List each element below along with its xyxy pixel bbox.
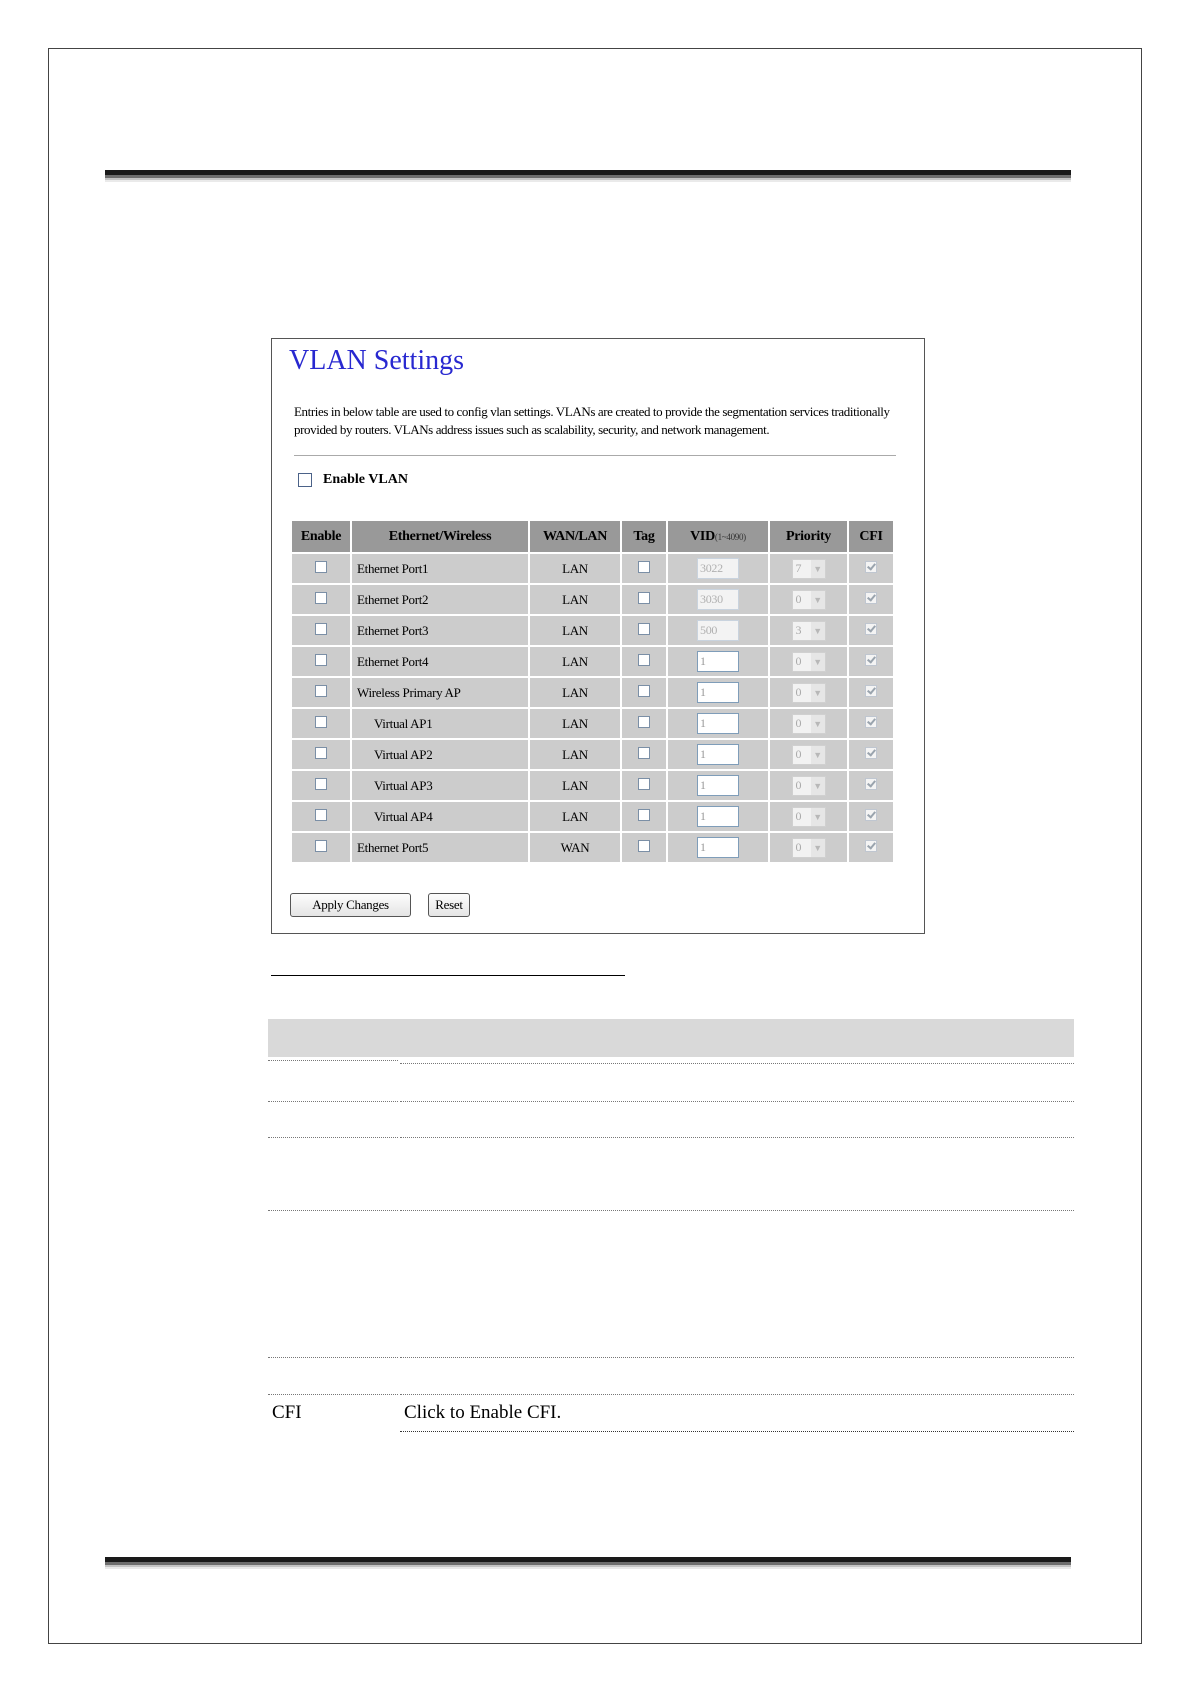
- row-tag-checkbox[interactable]: [638, 716, 650, 728]
- table-divider: [268, 1101, 398, 1102]
- row-tag-checkbox[interactable]: [638, 592, 650, 604]
- table-divider: [400, 1357, 1074, 1358]
- row-priority-value: 0: [795, 592, 802, 606]
- row-cfi-cell: [849, 678, 893, 707]
- row-port-cell: [352, 585, 528, 614]
- row-priority-cell: [770, 585, 847, 614]
- col-port: Ethernet/Wireless: [352, 521, 528, 552]
- row-vid-input[interactable]: 1: [697, 806, 739, 827]
- row-cfi-cell: [849, 740, 893, 769]
- row-vid-cell: [668, 771, 768, 800]
- reset-button[interactable]: Reset: [428, 893, 470, 917]
- row-port-label: Ethernet Port3: [357, 622, 429, 638]
- row-vid-input[interactable]: 1: [697, 837, 739, 858]
- row-wan-lan: LAN: [530, 709, 620, 738]
- description-row-cfi: [268, 1397, 1074, 1429]
- row-enable-cell: [292, 833, 350, 862]
- row-vid-cell: [668, 740, 768, 769]
- table-divider: [268, 1060, 398, 1061]
- row-vid-cell: [668, 647, 768, 676]
- row-enable-checkbox[interactable]: [315, 840, 327, 852]
- row-enable-cell: [292, 802, 350, 831]
- table-row: [292, 771, 893, 800]
- row-vid-cell: [668, 709, 768, 738]
- row-enable-checkbox[interactable]: [315, 623, 327, 635]
- header-rule: [105, 170, 1071, 182]
- row-port-label: Virtual AP3: [374, 777, 433, 793]
- row-tag-cell: [622, 678, 666, 707]
- row-cfi-cell: [849, 647, 893, 676]
- table-row: [292, 647, 893, 676]
- row-priority-cell: [770, 554, 847, 583]
- row-priority-cell: [770, 802, 847, 831]
- row-enable-cell: [292, 585, 350, 614]
- row-cfi-checkbox[interactable]: [865, 747, 877, 759]
- row-wan-lan: LAN: [530, 771, 620, 800]
- row-port-label: Ethernet Port4: [357, 653, 429, 669]
- row-cfi-checkbox[interactable]: [865, 561, 877, 573]
- table-row: [292, 678, 893, 707]
- chevron-down-icon: ▼: [811, 839, 825, 857]
- row-priority-select[interactable]: [792, 621, 826, 641]
- row-port-cell: [352, 833, 528, 862]
- col-cfi: CFI: [849, 521, 893, 552]
- row-priority-value: 7: [795, 561, 802, 575]
- row-vid-cell: [668, 554, 768, 583]
- page-title: VLAN Settings: [289, 345, 464, 376]
- col-vid: [668, 521, 768, 552]
- chevron-down-icon: ▼: [811, 653, 825, 671]
- row-wan-lan: LAN: [530, 802, 620, 831]
- table-divider: [400, 1101, 1074, 1102]
- row-wan-lan: LAN: [530, 647, 620, 676]
- row-vid-cell: [668, 616, 768, 645]
- row-enable-checkbox[interactable]: [315, 809, 327, 821]
- row-tag-checkbox[interactable]: [638, 685, 650, 697]
- row-port-label: Ethernet Port2: [357, 591, 429, 607]
- divider: [294, 455, 896, 456]
- row-enable-checkbox[interactable]: [315, 592, 327, 604]
- row-priority-select[interactable]: [792, 838, 826, 858]
- table-row: [292, 585, 893, 614]
- row-enable-cell: [292, 740, 350, 769]
- table-row: [292, 554, 893, 583]
- row-port-cell: [352, 802, 528, 831]
- table-row: [292, 709, 893, 738]
- row-priority-select[interactable]: [792, 745, 826, 765]
- row-enable-cell: [292, 771, 350, 800]
- col-tag: Tag: [622, 521, 666, 552]
- row-cfi-checkbox[interactable]: [865, 654, 877, 666]
- row-enable-checkbox[interactable]: [315, 561, 327, 573]
- row-tag-checkbox[interactable]: [638, 778, 650, 790]
- row-priority-value: 0: [795, 716, 802, 730]
- row-tag-cell: [622, 709, 666, 738]
- footer-rule: [105, 1557, 1071, 1569]
- row-priority-value: 0: [795, 840, 802, 854]
- row-tag-cell: [622, 616, 666, 645]
- row-priority-cell: [770, 740, 847, 769]
- row-priority-value: 0: [795, 685, 802, 699]
- row-priority-cell: [770, 616, 847, 645]
- row-priority-select[interactable]: [792, 559, 826, 579]
- row-priority-cell: [770, 833, 847, 862]
- row-port-label: Wireless Primary AP: [357, 684, 461, 700]
- row-wan-lan: WAN: [530, 833, 620, 862]
- row-tag-checkbox[interactable]: [638, 561, 650, 573]
- row-port-label: Virtual AP4: [374, 808, 433, 824]
- table-divider: [400, 1063, 1074, 1064]
- row-enable-checkbox[interactable]: [315, 654, 327, 666]
- row-tag-cell: [622, 740, 666, 769]
- row-port-label: Ethernet Port1: [357, 560, 429, 576]
- table-row: [292, 740, 893, 769]
- row-port-label: Virtual AP1: [374, 715, 433, 731]
- row-priority-select[interactable]: [792, 683, 826, 703]
- row-vid-cell: [668, 678, 768, 707]
- row-tag-cell: [622, 647, 666, 676]
- row-cfi-checkbox[interactable]: [865, 685, 877, 697]
- row-cfi-cell: [849, 833, 893, 862]
- table-divider: [268, 1357, 398, 1358]
- chevron-down-icon: ▼: [811, 715, 825, 733]
- row-enable-checkbox[interactable]: [315, 685, 327, 697]
- row-priority-value: 0: [795, 747, 802, 761]
- row-cfi-checkbox[interactable]: [865, 716, 877, 728]
- row-tag-checkbox[interactable]: [638, 623, 650, 635]
- row-priority-select[interactable]: [792, 590, 826, 610]
- row-port-label: Ethernet Port5: [357, 839, 429, 855]
- row-enable-cell: [292, 647, 350, 676]
- row-cfi-cell: [849, 771, 893, 800]
- row-wan-lan: LAN: [530, 616, 620, 645]
- row-enable-cell: [292, 678, 350, 707]
- chevron-down-icon: ▼: [811, 560, 825, 578]
- row-cfi-checkbox[interactable]: [865, 778, 877, 790]
- row-tag-cell: [622, 585, 666, 614]
- table-header-row: [292, 521, 893, 552]
- row-cfi-cell: [849, 616, 893, 645]
- row-priority-value: 0: [795, 654, 802, 668]
- apply-changes-button[interactable]: Apply Changes: [290, 893, 411, 917]
- row-vid-input[interactable]: 1: [697, 713, 739, 734]
- row-cfi-checkbox[interactable]: [865, 840, 877, 852]
- row-priority-value: 0: [795, 809, 802, 823]
- row-priority-select[interactable]: [792, 652, 826, 672]
- row-vid-input[interactable]: 1: [697, 651, 739, 672]
- chevron-down-icon: ▼: [811, 777, 825, 795]
- row-port-cell: [352, 616, 528, 645]
- row-cfi-cell: [849, 802, 893, 831]
- description-definition: Click to Enable CFI.: [404, 1402, 562, 1423]
- table-divider: [268, 1137, 398, 1138]
- row-enable-cell: [292, 616, 350, 645]
- row-priority-select[interactable]: [792, 776, 826, 796]
- row-port-cell: [352, 740, 528, 769]
- row-cfi-cell: [849, 585, 893, 614]
- row-cfi-checkbox[interactable]: [865, 592, 877, 604]
- row-tag-cell: [622, 833, 666, 862]
- row-enable-checkbox[interactable]: [315, 747, 327, 759]
- description-term: CFI: [272, 1402, 302, 1423]
- row-port-cell: [352, 771, 528, 800]
- col-vid-label: VID: [690, 528, 715, 544]
- table-row: [292, 833, 893, 862]
- table-divider: [400, 1210, 1074, 1211]
- vlan-settings-screenshot: [271, 338, 925, 934]
- table-row: [292, 616, 893, 645]
- row-port-cell: [352, 647, 528, 676]
- chevron-down-icon: ▼: [811, 808, 825, 826]
- caption-underline: [271, 975, 625, 976]
- row-port-cell: [352, 709, 528, 738]
- col-priority: Priority: [770, 521, 847, 552]
- row-priority-cell: [770, 678, 847, 707]
- table-divider: [400, 1394, 1074, 1395]
- row-cfi-checkbox[interactable]: [865, 623, 877, 635]
- description-table-header: [268, 1019, 1074, 1057]
- row-port-cell: [352, 554, 528, 583]
- row-tag-cell: [622, 802, 666, 831]
- row-priority-cell: [770, 647, 847, 676]
- row-enable-checkbox[interactable]: [315, 716, 327, 728]
- row-tag-checkbox[interactable]: [638, 747, 650, 759]
- row-wan-lan: LAN: [530, 678, 620, 707]
- row-vid-cell: [668, 585, 768, 614]
- col-vid-range: (1~4090): [714, 531, 746, 542]
- row-port-label: Virtual AP2: [374, 746, 433, 762]
- row-enable-cell: [292, 709, 350, 738]
- vlan-table: [290, 519, 895, 864]
- table-divider: [268, 1394, 398, 1395]
- chevron-down-icon: ▼: [811, 684, 825, 702]
- row-vid-cell: [668, 802, 768, 831]
- row-enable-checkbox[interactable]: [315, 778, 327, 790]
- row-port-cell: [352, 678, 528, 707]
- row-priority-value: 0: [795, 778, 802, 792]
- table-divider: [400, 1137, 1074, 1138]
- row-vid-input[interactable]: 1: [697, 775, 739, 796]
- row-vid-input[interactable]: 3030: [697, 589, 739, 610]
- row-vid-input[interactable]: 3022: [697, 558, 739, 579]
- col-wan-lan: WAN/LAN: [530, 521, 620, 552]
- col-enable: Enable: [292, 521, 350, 552]
- row-priority-select[interactable]: [792, 714, 826, 734]
- row-vid-input[interactable]: 1: [697, 744, 739, 765]
- table-divider: [268, 1210, 398, 1211]
- row-cfi-cell: [849, 554, 893, 583]
- row-tag-cell: [622, 554, 666, 583]
- row-tag-checkbox[interactable]: [638, 654, 650, 666]
- enable-vlan-option[interactable]: [298, 472, 408, 488]
- row-vid-input[interactable]: 1: [697, 682, 739, 703]
- row-wan-lan: LAN: [530, 554, 620, 583]
- enable-vlan-label: Enable VLAN: [323, 472, 408, 487]
- chevron-down-icon: ▼: [811, 591, 825, 609]
- row-tag-cell: [622, 771, 666, 800]
- row-cfi-checkbox[interactable]: [865, 809, 877, 821]
- row-priority-cell: [770, 771, 847, 800]
- row-wan-lan: LAN: [530, 740, 620, 769]
- chevron-down-icon: ▼: [811, 622, 825, 640]
- row-tag-checkbox[interactable]: [638, 840, 650, 852]
- row-cfi-cell: [849, 709, 893, 738]
- row-wan-lan: LAN: [530, 585, 620, 614]
- enable-vlan-checkbox[interactable]: [298, 473, 312, 487]
- row-priority-cell: [770, 709, 847, 738]
- row-tag-checkbox[interactable]: [638, 809, 650, 821]
- row-vid-input[interactable]: 500: [697, 620, 739, 641]
- chevron-down-icon: ▼: [811, 746, 825, 764]
- table-row: [292, 802, 893, 831]
- row-priority-value: 3: [795, 623, 802, 637]
- table-divider: [400, 1431, 1074, 1432]
- row-vid-cell: [668, 833, 768, 862]
- page-description: Entries in below table are used to config vlan settings. VLANs are created to provide the segmentation services traditionally provided by routers. VLANs address issues such as scalability, security, and network management.: [294, 404, 890, 437]
- row-priority-select[interactable]: [792, 807, 826, 827]
- row-enable-cell: [292, 554, 350, 583]
